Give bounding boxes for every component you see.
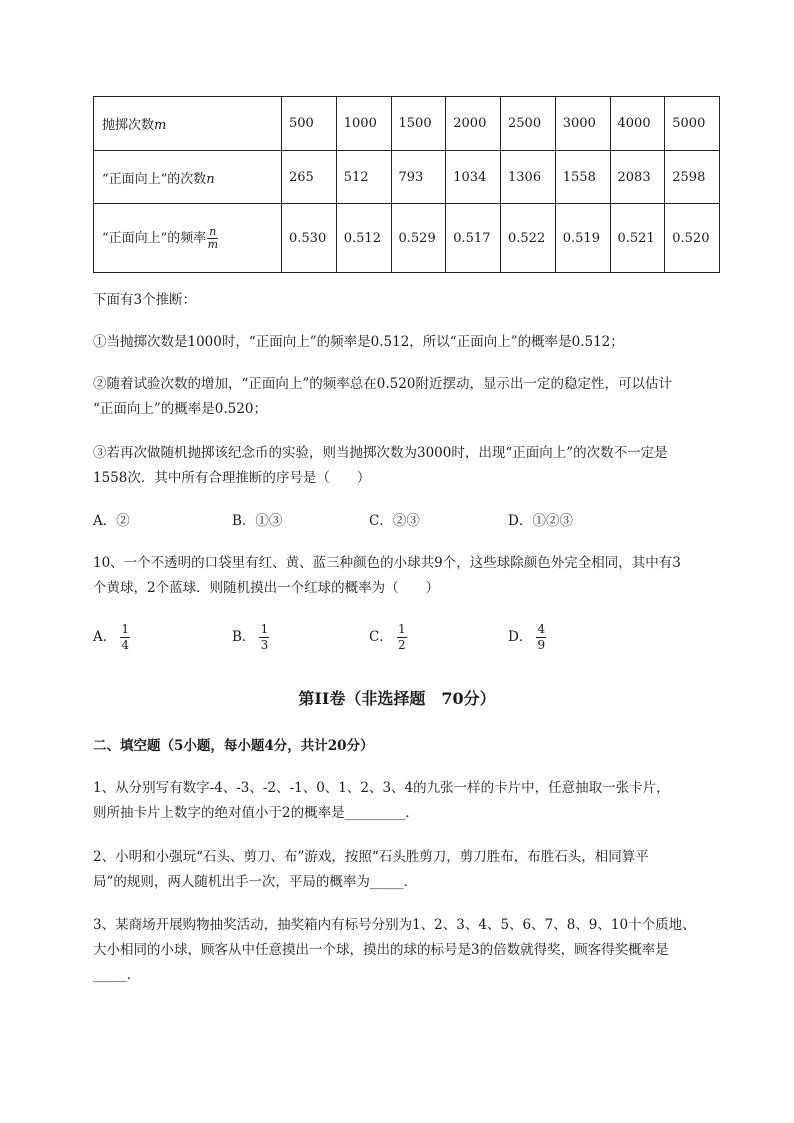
fill-blank-3-line-3: _____． [93, 967, 141, 983]
q10-options [93, 622, 713, 658]
variable-n: n [206, 171, 215, 187]
q9-options [93, 509, 713, 533]
row-header [94, 97, 282, 151]
option-letter: B． [232, 629, 256, 645]
fill-blank-1-line-1: 1、从分别写有数字-4、-3、-2、-1、0、1、2、3、4的九张一样的卡片中，任意抽取一张卡片， [93, 780, 670, 796]
table-row [94, 151, 720, 204]
option-letter: A． [93, 629, 117, 645]
table-cell: 265 [282, 151, 337, 204]
table-cell: 1034 [446, 151, 501, 204]
fraction [120, 622, 130, 653]
inference-3-line-2: 1558次．其中所有合理推断的序号是（ ） [93, 470, 371, 486]
fraction-numerator: 1 [121, 622, 130, 636]
inference-2-line-1: ②随着试验次数的增加，“正面向上”的频率总在0.520附近摆动，显示出一定的稳定性，可以估计 [93, 376, 672, 392]
inference-3-line-1: ③若再次做随机抛掷该纪念币的实验，则当抛掷次数为3000时，出现“正面向上”的次数不一定是 [93, 445, 668, 461]
fraction [536, 622, 546, 653]
row-header [94, 151, 282, 204]
row-header [94, 204, 282, 273]
table-cell: 1500 [391, 97, 446, 151]
option-c: C．②③ [369, 513, 420, 529]
q10-line-1: 10、一个不透明的口袋里有红、黄、蓝三种颜色的小球共9个，这些球除颜色外完全相同，其中有3 [93, 555, 681, 571]
table-cell: 0.522 [501, 204, 556, 273]
fraction-n-over-m [207, 226, 218, 251]
option-a: A．② [93, 513, 130, 529]
table-cell: 500 [282, 97, 337, 151]
fraction-numerator: 1 [398, 622, 406, 636]
fill-blank-3-line-2: 大小相同的小球，顾客从中任意摸出一个球，摸出的球的标号是3的倍数就得奖，顾客得奖概率是 [93, 942, 669, 958]
fraction-denominator: 4 [121, 638, 130, 652]
table-cell: 0.521 [610, 204, 665, 273]
row-label: “正面向上”的频率 [102, 230, 207, 246]
fill-blank-2-line-2: 局”的规则，两人随机出手一次，平局的概率为_____． [93, 874, 418, 890]
table-cell: 1000 [336, 97, 391, 151]
table-cell: 0.517 [446, 204, 501, 273]
variable-m: m [154, 118, 167, 133]
table-cell: 0.529 [391, 204, 446, 273]
inference-2-line-2: “正面向上”的概率是0.520； [93, 401, 267, 417]
fraction [397, 622, 407, 653]
inference-1: ①当抛掷次数是1000时，“正面向上”的频率是0.512，所以“正面向上”的概率是0.512； [93, 334, 624, 350]
fraction-denominator: 9 [537, 638, 546, 652]
table-cell: 512 [336, 151, 391, 204]
fraction-numerator: n [209, 224, 217, 238]
row-label: 抛掷次数 [102, 118, 155, 133]
table-cell: 1306 [501, 151, 556, 204]
inference-intro: 下面有3个推断： [93, 292, 197, 308]
table-cell: 2000 [446, 97, 501, 151]
fill-blank-2-line-1: 2、小明和小强玩“石头、剪刀、布”游戏，按照“石头胜剪刀，剪刀胜布，布胜石头，相同算平 [93, 849, 649, 865]
q10-line-2: 个黄球，2个蓝球．则随机摸出一个红球的概率为（ ） [93, 580, 440, 596]
table-cell: 1558 [555, 151, 610, 204]
fraction-denominator: m [207, 237, 219, 251]
table-cell: 3000 [555, 97, 610, 151]
option-d [508, 622, 546, 653]
option-letter: C． [369, 629, 393, 645]
section-title: 第II卷（非选择题 70分） [298, 689, 496, 708]
table-cell: 0.512 [336, 204, 391, 273]
fill-blank-1-line-2: 则所抽卡片上数字的绝对值小于2的概率是_________． [93, 805, 419, 821]
table-cell: 0.519 [555, 204, 610, 273]
table-cell: 793 [391, 151, 446, 204]
table-cell: 0.530 [282, 204, 337, 273]
option-d: D．①②③ [508, 513, 573, 529]
table-cell: 0.520 [665, 204, 720, 273]
option-b: B．①③ [232, 513, 283, 529]
fraction-numerator: 1 [260, 622, 269, 636]
fraction-denominator: 2 [398, 638, 406, 652]
option-a [93, 622, 130, 653]
fraction [259, 622, 269, 653]
table-row [94, 204, 720, 273]
table-row [94, 97, 720, 151]
section-heading: 二、填空题（5小题，每小题4分，共计20分） [93, 738, 374, 754]
option-b [232, 622, 269, 653]
option-c [369, 622, 407, 653]
table-cell: 2598 [665, 151, 720, 204]
fraction-numerator: 4 [537, 622, 546, 636]
option-letter: D． [508, 629, 533, 645]
table-cell: 2083 [610, 151, 665, 204]
table-cell: 4000 [610, 97, 665, 151]
table-cell: 5000 [665, 97, 720, 151]
fill-blank-3-line-1: 3、某商场开展购物抽奖活动，抽奖箱内有标号分别为1、2、3、4、5、6、7、8、9、10十个质地、 [93, 917, 696, 933]
table-cell: 2500 [501, 97, 556, 151]
frequency-table [93, 96, 720, 273]
fraction-denominator: 3 [260, 638, 269, 652]
row-label: “正面向上”的次数 [102, 171, 207, 187]
